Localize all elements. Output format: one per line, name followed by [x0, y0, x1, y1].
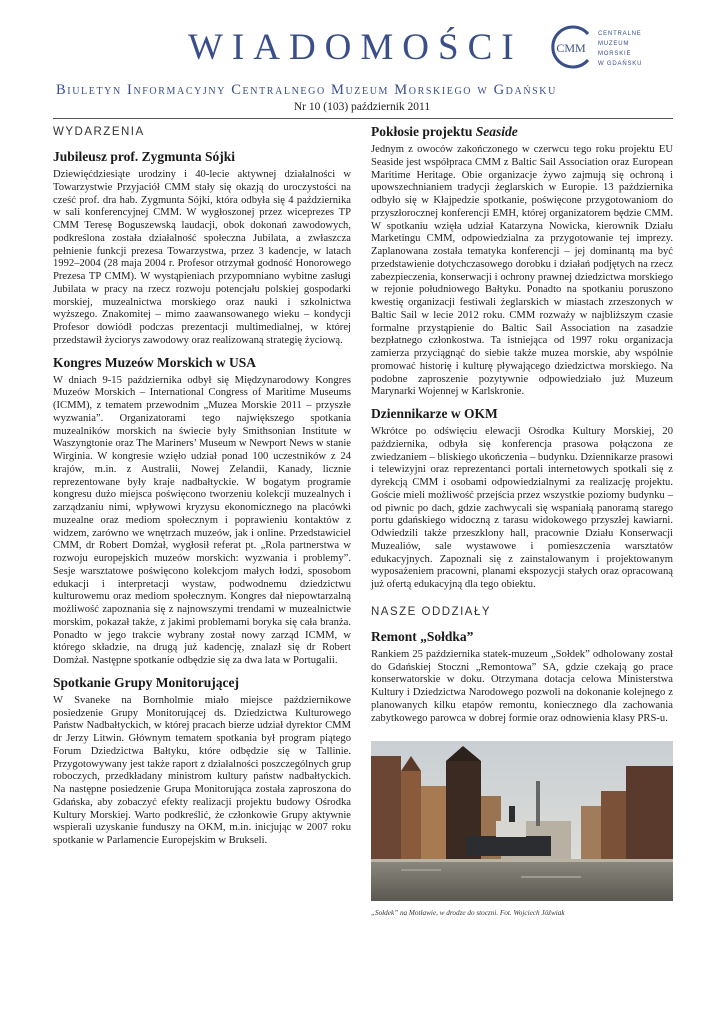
logo-letters: CMM: [556, 41, 586, 55]
article-title: Dziennikarze w OKM: [371, 406, 498, 421]
article-title: Spotkanie Grupy Monitorującej: [53, 674, 240, 690]
article-body: W dniach 9-15 października odbył się Międzynarodowy Kongres Muzeów Morskich – International Congress of Maritime Museums (ICMM), z tematem przewodnim „Muzea Morskie 2011 – przyszłe wyzwania”. Organizatorami tego największego spotkania muzealników morskich na świecie były Smithsonian Institute w Waszyngtonie oraz The Mariners’ Museum w Newport News w stanie Wirginia. W kongresie wzięło udział ponad 100 uczestników z 24 krajów, m.in. z Australii, Nowej Zelandii, Kanady, licznie reprezentowane były kraje nadbałtyckie. W bogatym programie kongresu dużo miejsca poświęcono tworzeniu kolekcji muzealnych i zarządzaniu nimi, wpływowi kryzysu ekonomicznego na placówki muzealne oraz mediom społecznym i poprawieniu kontaktów z widzem, zarówno we wnętrzach muzeów, jak i online. Przedstawiciel CMM, dr Robert Domżał, wygłosił referat pt. „Rola partnerstwa w rozwoju europejskich muzeów morskich: wyzwania i problemy”. Sesje warsztatowe poświęcono kolekcjom małych łodzi, sposobom edukacji i interpretacji wystaw, podwodnemu dziedzictwu kulturowemu oraz mediom społecznym. Kongres dał niepowtarzalną możliwość zapoznania się z najnowszymi trendami w muzealnictwie morskim, pokazał także, z jakimi problemami boryka się cała branża. Ponadto w jego trakcie wybrany został nowy zarząd ICMM, w którego składzie, na drugą już kadencję, znalazł się dr Robert Domżał. Następne spotkanie odbędzie się za dwa lata w Portugalii.: [53, 374, 351, 666]
left-column: [53, 122, 351, 854]
article-title: Remont „Sołdka”: [371, 628, 474, 644]
header-divider: [53, 118, 673, 119]
masthead: [0, 0, 724, 120]
article-title: Pokłosie projektu Seaside: [371, 124, 518, 139]
section-header-events: WYDARZENIA: [53, 126, 145, 138]
article-body: Dziewięćdziesiąte urodziny i 40-lecie aktywnej działalności w Towarzystwie Przyjaciół CMM stały się okazją do uroczystości na cześć prof. dra hab. Zygmunta Sójki, która odbyła się 4 października w sali konferencyjnej CMM. W wygłoszonej przez wiceprezes TP CMM Teresę Boguszewską laudacji, obok dokonań zawodowych, podkreślona została działalność społeczna Jubilata, a zwłaszcza pełnienie funkcji prezesa Towarzystwa, przez 3 kadencje, w latach 1992–2004 (28 maja 2004 r. Profesor otrzymał godność Honorowego Prezesa TP CMM). W wystąpieniach przypomniano wybitne zasługi Jubilata w pracy na rzecz rozwoju potencjału polskiej gospodarki morskiej, muzealnictwa morskiego oraz nauki i szkolnictwa wyższego. Znakomitej – mimo zaawansowanego wieku – kondycji Profesor dowiódł podczas prezentacji multimedialnej, w której przedstawił życiorys zawodowy oraz realizowaną strategię życiową.: [53, 169, 351, 346]
issue-number: Nr 10 (103) październik 2011: [293, 101, 431, 113]
article-body: Rankiem 25 października statek-muzeum „Sołdek” odholowany został do Gdańskiej Stoczni „Remontowa” SA, gdzie czekają go prace konserwatorskie w doku. Otrzymana dotacja celowa Ministerstwa Kultury i Dziedzictwa Narodowego pozwoli na dokonanie kolejnego z planowanych kilku etapów remontu, koniecznego dla zachowania zabytkowego parowca w dobrej formie oraz odnowienia klasy PRS-u.: [371, 648, 673, 724]
article-body: W Svaneke na Bornholmie miało miejsce październikowe posiedzenie Grupy Monitorującej ds. Dziedzictwa Kulturowego Państw Nadbałtyckich, w której pracach bierze udział dyrektor CMM dr Jerzy Litwin. Głównym tematem spotkania był program piątego Forum Dziedzictwa Bałtyku, które odbędzie się w Tallinie. Przygotowywany jest także raport z działalności poszczególnych grup roboczych, przedkładany ministrom kultury państw nadbałtyckich. Na następne posiedzenie Grupa Monitorująca została zaproszona do Gdańska, aby zobaczyć efekty realizacji projektu budowy Ośrodka Kultury Morskiej. Warto podkreślić, że członkowie Grupy aktywnie wspierali uzyskanie funduszy na OKM, m.in. inicjując w 2007 roku spotkanie w Parlamencie Europejskim w Brukseli.: [53, 694, 351, 846]
newsletter-subtitle: Biuletyn Informacyjny Centralnego Muzeum Morskiego w Gdańsku: [56, 82, 557, 98]
newsletter-title: WIADOMOŚCI: [188, 27, 523, 68]
article-title: Jubileusz prof. Zygmunta Sójki: [53, 149, 236, 164]
logo-wordmark: CENTRALNE MUZEUM MORSKIE W GDAŃSKU: [598, 31, 643, 67]
cmm-logo: [548, 24, 594, 70]
photo-caption: „Sołdek” na Motławie, w drodze do stoczni. Fot. Wojciech Jóźwiak: [371, 909, 565, 918]
section-header-branches: NASZE ODDZIAŁY: [371, 605, 492, 618]
soldek-photo: [371, 741, 673, 901]
right-column: [371, 122, 673, 917]
article-title: Kongres Muzeów Morskich w USA: [53, 354, 256, 370]
article-body: Wkrótce po odświęciu elewacji Ośrodka Kultury Morskiej, 20 października, odbyła się konferencja prasowa połączona ze zwiedzaniem – bliskiego ukończenia – budynku. Dziennikarze prasowi i telewizyjni oraz reprezentanci portali internetowych spotkali się z dyrekcją CMM i osobami odpowiedzialnymi za realizację projektu. Goście mieli możliwość przejścia przez wszystkie poziomy budynku – od piwnic po dach, gdzie zachwycali się wspaniałą panoramą starego portu gdańskiego widoczną z tarasu widokowego przyszłej kawiarni. Odwiedzili także przeszklony hall, pracownie Działu Konserwacji Muzealiów, sale wystawowe i pomieszczenia warsztatów edukacyjnych. Zapoznali się z zainstalowanym i projektowanym wyposażeniem pracowni, planami ekspozycji stałych oraz opracowaną już ofertą edukacyjną dla tego obiektu.: [371, 426, 673, 590]
article-body: Jednym z owoców zakończonego w czerwcu tego roku projektu EU Seaside jest współpraca CMM z Baltic Sail Association oraz European Maritime Heritage. Obie organizacje żywo zajmują się ochroną i upowszechnianiem tradycji żeglarskich w Europie. 13 października odbyło się w Kłajpedzie spotkanie, poświęcone przygotowaniom do przyszłorocznej konferencji EMH, której organizatorem będzie CMM. W spotkaniu wzięła udział Katarzyna Nowicka, kierownik Działu Marketingu CMM, odpowiedzialna za przygotowanie tej imprezy. Zaplanowana została tematyka konferencji – jej dominantą ma być przedstawienie dotychczasowego dorobku i działań podjętych na rzecz zabezpieczenia, konserwacji i ochrony prawnej dziedzictwa morskiego w rejonie południowego Bałtyku. Ponadto na spotkaniu poruszono kwestię organizacji festiwali żeglarskich w miastach zrzeszonych w Baltic Sail w lecie 2012 roku. CMM rozważy w najbliższym czasie formalne przystąpienie do Baltic Sail Association na zasadzie bezpłatnego członkostwa. Ta istniejąca od 1997 roku organizacja zamierza przyciągnąć do siebie także muzea morskie, aby wspólnie promować historię i kulturę pływającego dziedzictwa morskiego. Na podobne zaproszenie pozytywnie odpowiedziało już Muzeum Marynarki Wojennej w Karlskronie.: [371, 144, 673, 398]
